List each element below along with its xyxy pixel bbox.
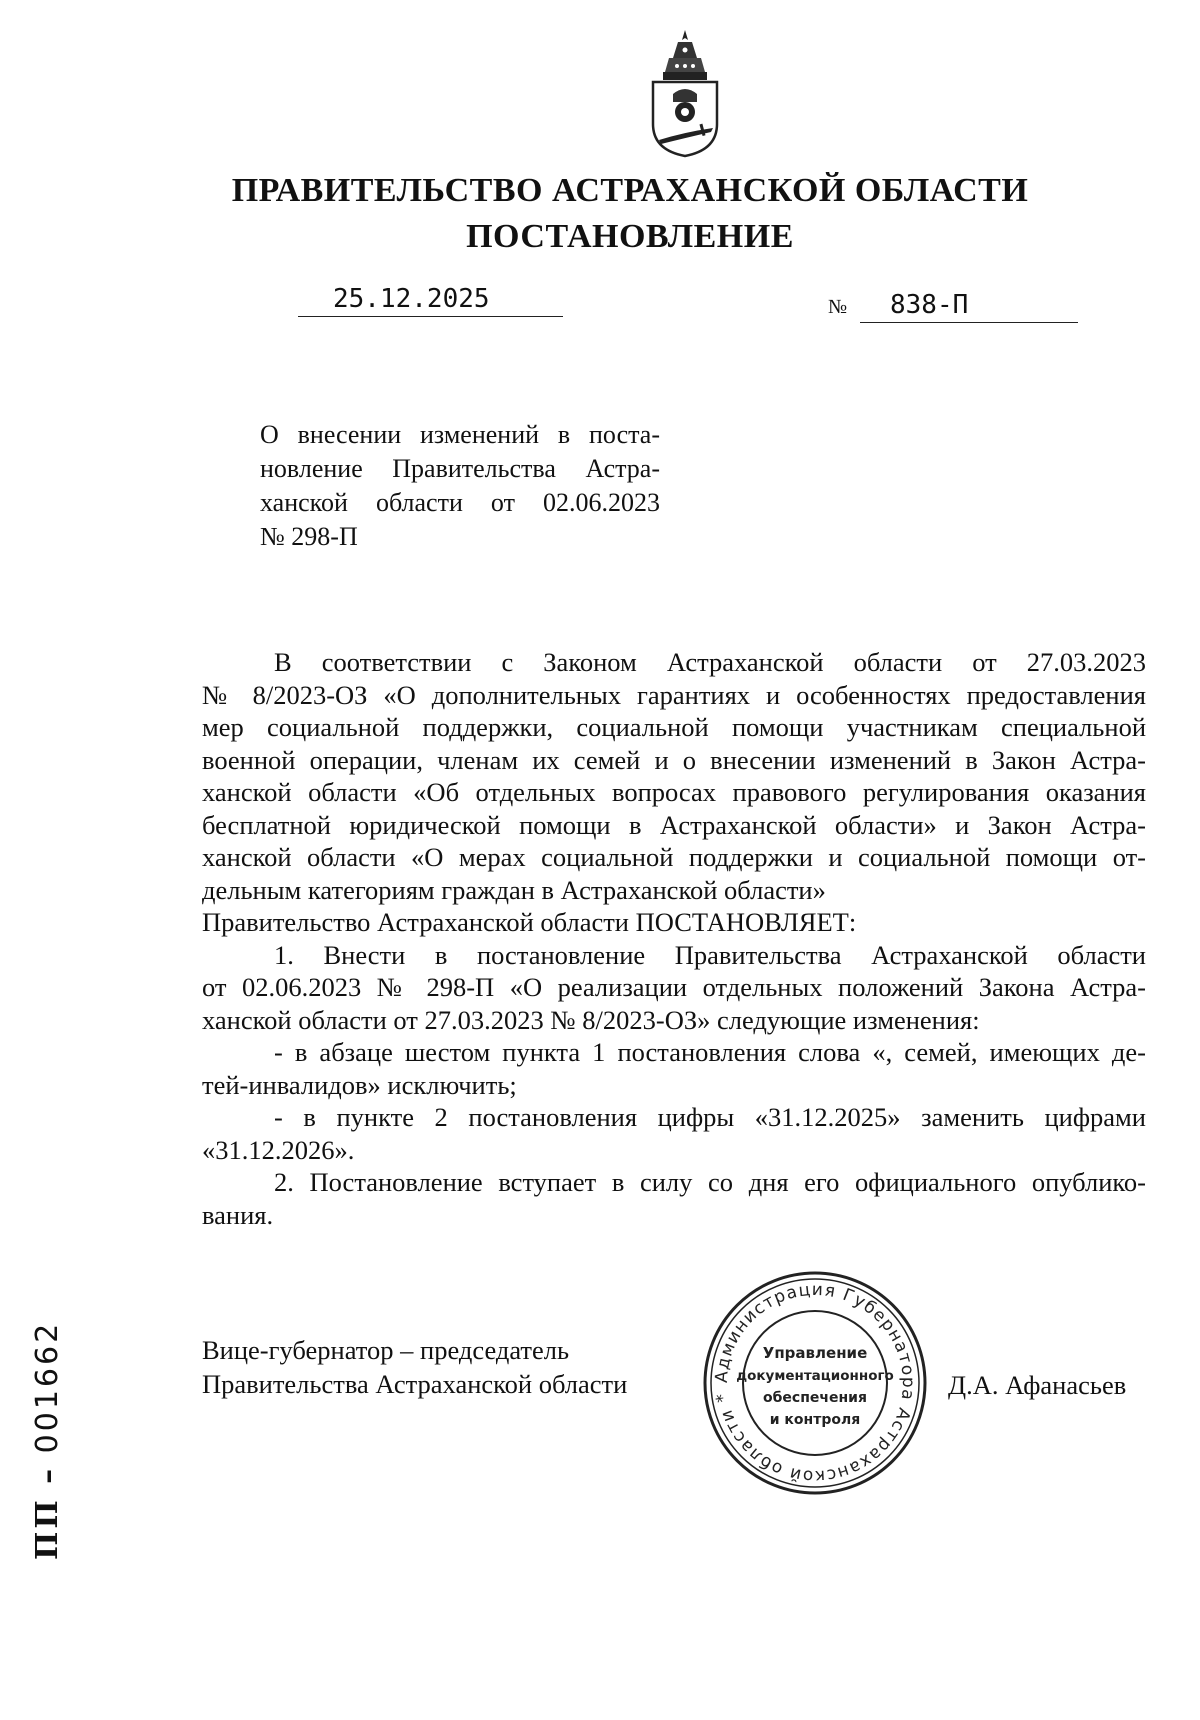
signatory-position-line: Правительства Астраханской области (202, 1369, 628, 1399)
preamble-line: ханской области «Об отдельных вопросах правового регулирования оказания (202, 777, 1146, 807)
change-2-line: - в пункте 2 постановления цифры «31.12.2025» заменить цифрами (274, 1102, 1146, 1132)
resolves-line: Правительство Астраханской области ПОСТАНОВЛЯЕТ: (202, 907, 857, 937)
subject-line: ханской области от 02.06.2023 (260, 488, 660, 517)
organization-title: ПРАВИТЕЛЬСТВО АСТРАХАНСКОЙ ОБЛАСТИ (231, 172, 1029, 209)
stamp-outer-text: Администрация Губернатора Астраханской области * (711, 1279, 919, 1487)
document-subject (260, 418, 660, 554)
subject-line: новление Правительства Астра- (260, 454, 660, 483)
document-number: 838-П (860, 288, 1078, 323)
document-header (200, 168, 1060, 260)
stamp-inner-line: обеспечения (763, 1390, 867, 1406)
preamble-line: № 8/2023-ОЗ «О дополнительных гарантиях и особенностях предоставления (202, 679, 1146, 710)
change-1-line: - в абзаце шестом пункта 1 постановления слова «, семей, имеющих де- (274, 1037, 1146, 1067)
preamble-line: бесплатной юридической помощи в Астраханской области» и Закон Астра- (202, 809, 1146, 840)
signatory-position (202, 1333, 627, 1401)
subject-line: О внесении изменений в поста- (260, 420, 660, 449)
preamble-line: дельным категориям граждан в Астраханской области» (202, 874, 826, 905)
item-1-line: ханской области от 27.03.2023 № 8/2023-ОЗ» следующие изменения: (202, 1004, 980, 1035)
preamble-line: военной операции, членам их семей и о внесении изменений в Закон Астра- (202, 744, 1146, 775)
subject-line: № 298-П (260, 522, 358, 551)
registration-prefix: ПП – (30, 1465, 65, 1560)
official-stamp (700, 1268, 930, 1498)
preamble-line: мер социальной поддержки, социальной помощи участникам специальной (202, 712, 1146, 742)
stamp-inner-line: и контроля (769, 1412, 861, 1428)
change-2-line: «31.12.2026». (202, 1134, 355, 1165)
item-1-line: 1. Внести в постановление Правительства Астраханской области (274, 939, 1146, 970)
signatory-name: Д.А. Афанасьев (948, 1370, 1127, 1400)
item-2-line: вания. (202, 1199, 274, 1230)
item-2-line: 2. Постановление вступает в силу со дня его официального опублико- (274, 1167, 1146, 1197)
document-date: 25.12.2025 (298, 282, 563, 317)
registration-number: 001662 (30, 1320, 65, 1454)
number-sign: № (828, 296, 848, 318)
document-body (202, 646, 1146, 1231)
registration-mark (30, 1320, 90, 1620)
preamble-line: В соответствии с Законом Астраханской области от 27.03.2023 (274, 647, 1146, 677)
change-1-line: тей-инвалидов» исключить; (202, 1069, 517, 1100)
stamp-inner-line: Управление (762, 1344, 868, 1362)
stamp-inner-line: документационного (736, 1368, 894, 1384)
astrakhan-coat-of-arms-icon (645, 28, 725, 158)
signatory-position-line: Вице-губернатор – председатель (202, 1335, 570, 1365)
item-1-line: от 02.06.2023 № 298-П «О реализации отдельных положений Закона Астра- (202, 972, 1146, 1002)
preamble-line: ханской области «О мерах социальной поддержки и социальной помощи от- (202, 842, 1146, 872)
document-type-title: ПОСТАНОВЛЕНИЕ (466, 218, 794, 255)
